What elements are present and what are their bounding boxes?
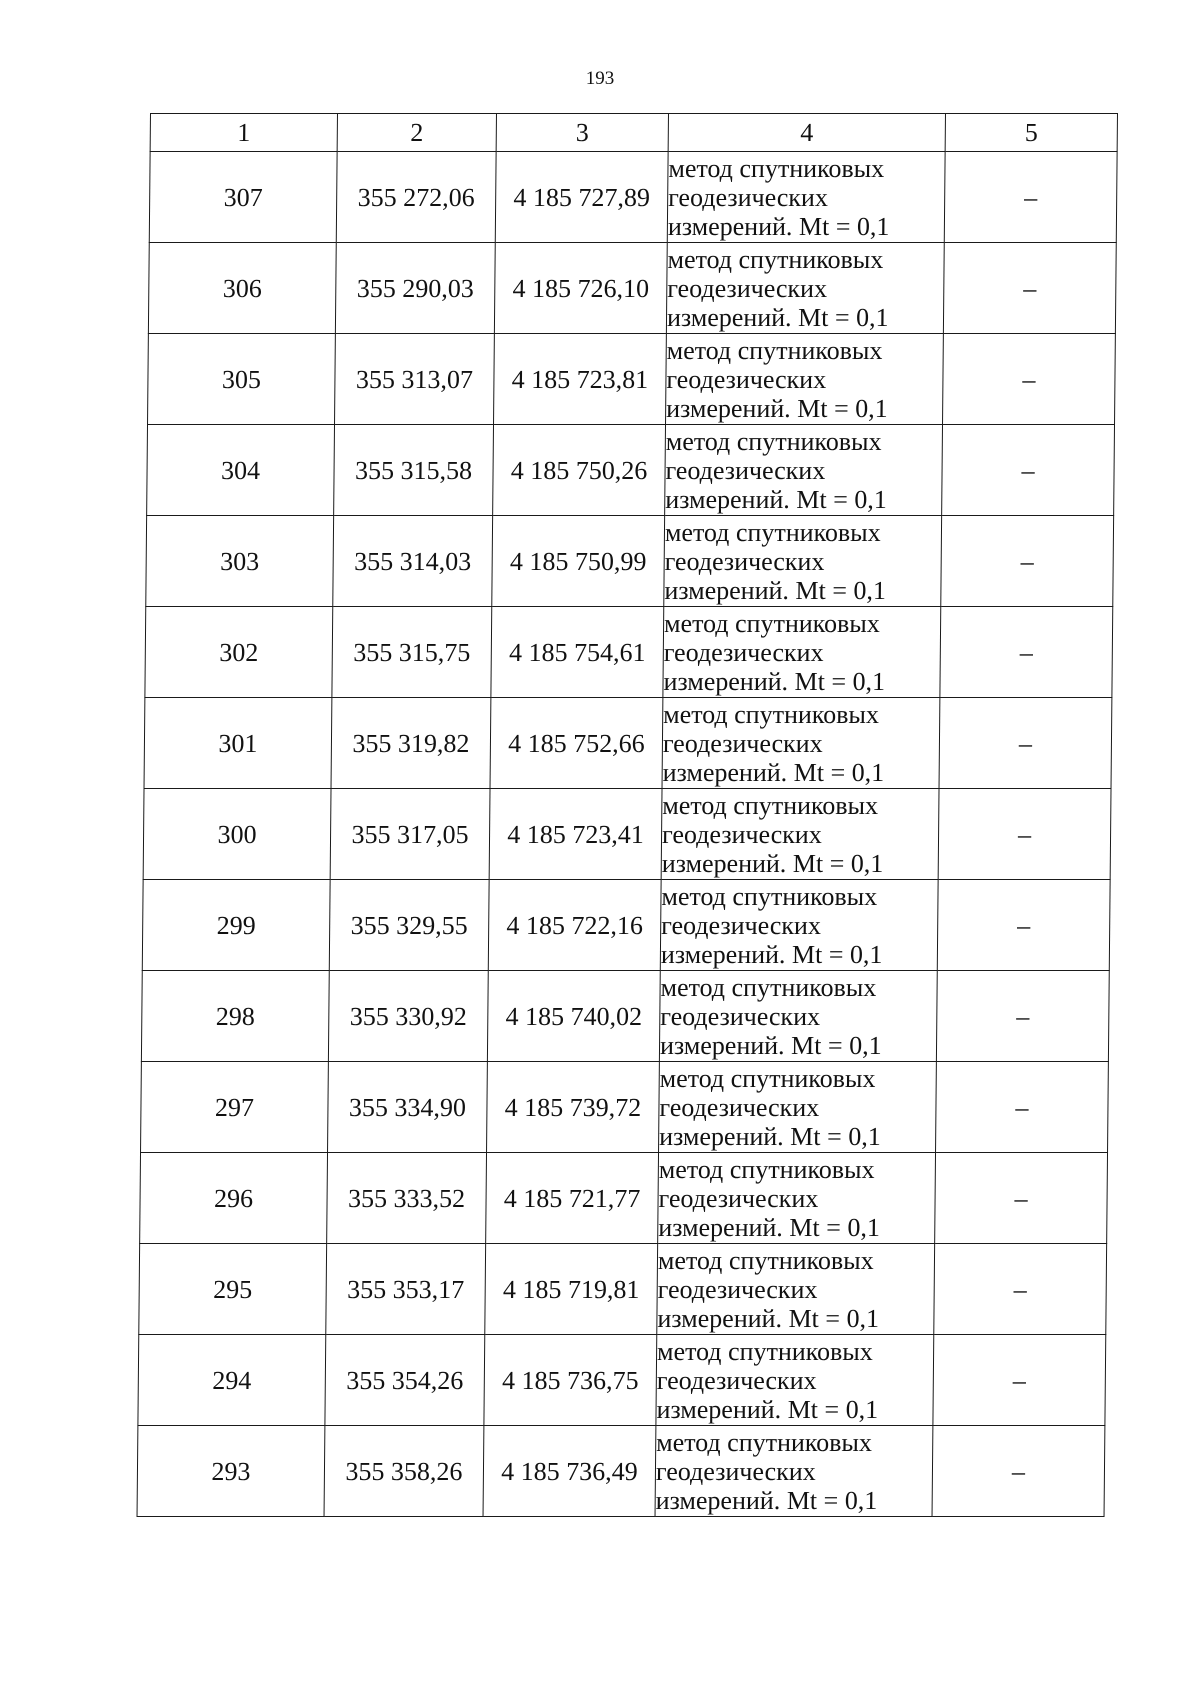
method-text-line: метод спутниковых bbox=[667, 244, 884, 274]
method-text-line: метод спутниковых bbox=[657, 1245, 874, 1275]
table-row bbox=[147, 425, 1115, 516]
point-number-cell: 297 bbox=[141, 1062, 329, 1153]
y-coordinate-cell: 4 185 754,61 bbox=[491, 607, 664, 698]
method-cell bbox=[665, 425, 943, 516]
method-cell bbox=[658, 1153, 936, 1244]
note-cell: – bbox=[942, 425, 1115, 516]
point-number-cell: 305 bbox=[148, 334, 336, 425]
table-row bbox=[148, 243, 1116, 334]
table-row bbox=[138, 1335, 1106, 1426]
point-number-cell: 294 bbox=[138, 1335, 326, 1426]
x-coordinate-cell: 355 334,90 bbox=[328, 1062, 488, 1153]
method-text-line: геодезических bbox=[655, 1456, 816, 1486]
table-row bbox=[137, 1426, 1105, 1517]
method-cell bbox=[661, 789, 939, 880]
method-text-line: измерений. Mt = 0,1 bbox=[656, 1394, 879, 1424]
x-coordinate-cell: 355 330,92 bbox=[328, 971, 488, 1062]
note-cell: – bbox=[944, 152, 1117, 243]
x-coordinate-cell: 355 329,55 bbox=[329, 880, 489, 971]
table-row bbox=[149, 152, 1117, 243]
y-coordinate-cell: 4 185 723,81 bbox=[494, 334, 667, 425]
note-cell: – bbox=[940, 607, 1113, 698]
header-cell-3: 3 bbox=[496, 114, 668, 152]
method-text-line: измерений. Mt = 0,1 bbox=[665, 484, 888, 514]
method-text-line: геодезических bbox=[660, 1001, 821, 1031]
x-coordinate-cell: 355 353,17 bbox=[326, 1244, 486, 1335]
method-cell bbox=[659, 1062, 937, 1153]
point-number-cell: 307 bbox=[149, 152, 337, 243]
method-cell bbox=[657, 1244, 935, 1335]
x-coordinate-cell: 355 314,03 bbox=[333, 516, 493, 607]
method-text-line: метод спутниковых bbox=[665, 426, 882, 456]
method-text-line: геодезических bbox=[665, 455, 826, 485]
method-text-line: измерений. Mt = 0,1 bbox=[657, 1303, 880, 1333]
method-text-line: измерений. Mt = 0,1 bbox=[667, 211, 890, 241]
method-text-line: геодезических bbox=[661, 819, 822, 849]
header-cell-2: 2 bbox=[337, 114, 496, 152]
method-text-line: измерений. Mt = 0,1 bbox=[664, 575, 887, 605]
note-cell: – bbox=[939, 698, 1112, 789]
method-text-line: метод спутниковых bbox=[658, 1154, 875, 1184]
method-text-line: измерений. Mt = 0,1 bbox=[666, 393, 888, 423]
note-cell: – bbox=[935, 1153, 1108, 1244]
method-text-line: измерений. Mt = 0,1 bbox=[659, 1121, 881, 1151]
table-row bbox=[144, 698, 1112, 789]
x-coordinate-cell: 355 317,05 bbox=[330, 789, 490, 880]
method-text-line: измерений. Mt = 0,1 bbox=[659, 1030, 882, 1060]
method-text-line: метод спутниковых bbox=[663, 608, 880, 638]
method-text-line: измерений. Mt = 0,1 bbox=[661, 848, 884, 878]
y-coordinate-cell: 4 185 752,66 bbox=[490, 698, 663, 789]
note-cell: – bbox=[933, 1335, 1106, 1426]
table-body bbox=[137, 152, 1117, 1517]
method-cell bbox=[666, 243, 944, 334]
method-text-line: измерений. Mt = 0,1 bbox=[666, 302, 889, 332]
note-cell: – bbox=[941, 516, 1114, 607]
y-coordinate-cell: 4 185 750,99 bbox=[492, 516, 665, 607]
y-coordinate-cell: 4 185 721,77 bbox=[486, 1153, 659, 1244]
x-coordinate-cell: 355 333,52 bbox=[327, 1153, 487, 1244]
method-text-line: геодезических bbox=[663, 637, 824, 667]
point-number-cell: 295 bbox=[139, 1244, 327, 1335]
method-text-line: метод спутниковых bbox=[663, 699, 880, 729]
table-row bbox=[141, 971, 1109, 1062]
y-coordinate-cell: 4 185 726,10 bbox=[494, 243, 667, 334]
method-text-line: метод спутниковых bbox=[664, 517, 881, 547]
method-text-line: метод спутниковых bbox=[656, 1427, 873, 1457]
table-header bbox=[150, 114, 1117, 152]
y-coordinate-cell: 4 185 736,75 bbox=[484, 1335, 657, 1426]
method-cell bbox=[666, 334, 944, 425]
point-number-cell: 303 bbox=[146, 516, 334, 607]
method-text-line: геодезических bbox=[666, 364, 827, 394]
y-coordinate-cell: 4 185 736,49 bbox=[483, 1426, 656, 1517]
y-coordinate-cell: 4 185 722,16 bbox=[488, 880, 661, 971]
point-number-cell: 306 bbox=[148, 243, 336, 334]
point-number-cell: 302 bbox=[145, 607, 333, 698]
y-coordinate-cell: 4 185 739,72 bbox=[487, 1062, 660, 1153]
method-text-line: метод спутниковых bbox=[668, 153, 885, 183]
point-number-cell: 293 bbox=[137, 1426, 325, 1517]
header-cell-4: 4 bbox=[668, 114, 945, 152]
method-text-line: геодезических bbox=[658, 1183, 819, 1213]
method-text-line: метод спутниковых bbox=[656, 1336, 873, 1366]
method-text-line: измерений. Mt = 0,1 bbox=[663, 666, 886, 696]
x-coordinate-cell: 355 354,26 bbox=[325, 1335, 485, 1426]
method-text-line: геодезических bbox=[661, 910, 822, 940]
table-row bbox=[140, 1153, 1108, 1244]
note-cell: – bbox=[937, 880, 1110, 971]
method-text-line: геодезических bbox=[659, 1092, 820, 1122]
method-cell bbox=[667, 152, 945, 243]
point-number-cell: 298 bbox=[141, 971, 329, 1062]
method-text-line: метод спутниковых bbox=[662, 790, 879, 820]
page-number: 193 bbox=[585, 68, 615, 89]
note-cell: – bbox=[934, 1244, 1107, 1335]
method-cell bbox=[655, 1426, 933, 1517]
y-coordinate-cell: 4 185 750,26 bbox=[493, 425, 666, 516]
note-cell: – bbox=[936, 1062, 1109, 1153]
method-text-line: измерений. Mt = 0,1 bbox=[658, 1212, 881, 1242]
method-text-line: геодезических bbox=[664, 546, 825, 576]
method-cell bbox=[664, 516, 942, 607]
note-cell: – bbox=[938, 789, 1111, 880]
table-row bbox=[146, 516, 1114, 607]
table-row bbox=[143, 789, 1111, 880]
x-coordinate-cell: 355 315,75 bbox=[332, 607, 492, 698]
note-cell: – bbox=[943, 243, 1116, 334]
table-row bbox=[145, 607, 1113, 698]
method-cell bbox=[656, 1335, 934, 1426]
y-coordinate-cell: 4 185 740,02 bbox=[487, 971, 660, 1062]
method-text-line: измерений. Mt = 0,1 bbox=[662, 757, 885, 787]
method-text-line: метод спутниковых bbox=[659, 1063, 876, 1093]
table-row bbox=[148, 334, 1116, 425]
method-cell bbox=[662, 698, 940, 789]
header-cell-5: 5 bbox=[945, 114, 1117, 152]
method-text-line: геодезических bbox=[667, 273, 828, 303]
coordinates-table bbox=[137, 113, 1118, 1517]
x-coordinate-cell: 355 313,07 bbox=[335, 334, 495, 425]
point-number-cell: 300 bbox=[143, 789, 331, 880]
y-coordinate-cell: 4 185 723,41 bbox=[489, 789, 662, 880]
method-text-line: измерений. Mt = 0,1 bbox=[660, 939, 883, 969]
point-number-cell: 304 bbox=[147, 425, 335, 516]
table-row bbox=[141, 1062, 1109, 1153]
point-number-cell: 296 bbox=[140, 1153, 328, 1244]
method-text-line: геодезических bbox=[668, 182, 829, 212]
method-cell bbox=[659, 971, 937, 1062]
header-cell-1: 1 bbox=[150, 114, 337, 152]
y-coordinate-cell: 4 185 719,81 bbox=[485, 1244, 658, 1335]
x-coordinate-cell: 355 272,06 bbox=[336, 152, 496, 243]
table-row bbox=[139, 1244, 1107, 1335]
header-row bbox=[150, 114, 1117, 152]
table-row bbox=[142, 880, 1110, 971]
point-number-cell: 299 bbox=[142, 880, 330, 971]
note-cell: – bbox=[936, 971, 1109, 1062]
method-text-line: метод спутниковых bbox=[660, 972, 877, 1002]
method-text-line: измерений. Mt = 0,1 bbox=[655, 1485, 878, 1515]
note-cell: – bbox=[943, 334, 1116, 425]
method-text-line: метод спутниковых bbox=[661, 881, 878, 911]
method-cell bbox=[660, 880, 938, 971]
x-coordinate-cell: 355 290,03 bbox=[335, 243, 495, 334]
method-text-line: геодезических bbox=[656, 1365, 817, 1395]
method-cell bbox=[663, 607, 941, 698]
method-text-line: метод спутниковых bbox=[666, 335, 883, 365]
x-coordinate-cell: 355 319,82 bbox=[331, 698, 491, 789]
y-coordinate-cell: 4 185 727,89 bbox=[495, 152, 668, 243]
x-coordinate-cell: 355 358,26 bbox=[324, 1426, 484, 1517]
method-text-line: геодезических bbox=[657, 1274, 818, 1304]
method-text-line: геодезических bbox=[662, 728, 823, 758]
x-coordinate-cell: 355 315,58 bbox=[334, 425, 494, 516]
note-cell: – bbox=[932, 1426, 1105, 1517]
point-number-cell: 301 bbox=[144, 698, 332, 789]
